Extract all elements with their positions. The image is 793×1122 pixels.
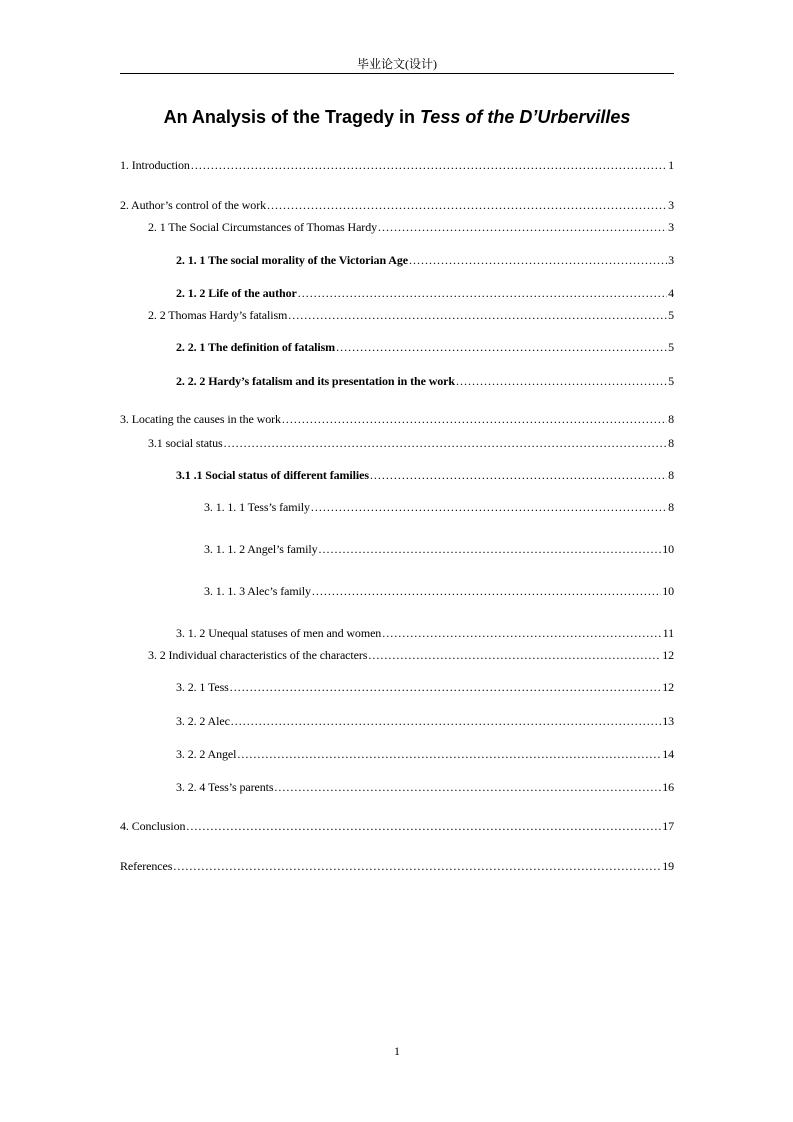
toc-leader bbox=[237, 746, 661, 762]
toc-page: 10 bbox=[662, 542, 674, 556]
toc-leader bbox=[409, 252, 667, 268]
toc-label: 3. 2. 4 Tess’s parents bbox=[176, 780, 274, 794]
toc-entry-angel-family[interactable] bbox=[204, 541, 674, 557]
toc-entry-fatalism-presentation[interactable] bbox=[176, 373, 674, 389]
toc-page: 12 bbox=[662, 680, 674, 694]
toc-entry-family-status[interactable] bbox=[176, 467, 674, 483]
toc-leader bbox=[312, 583, 661, 599]
toc-page: 10 bbox=[662, 584, 674, 598]
toc-label: 2. 1. 1 The social morality of the Victorian Age bbox=[176, 253, 408, 267]
toc-label: 2. 1. 2 Life of the author bbox=[176, 286, 297, 300]
toc-leader bbox=[224, 435, 667, 451]
toc-entry-conclusion[interactable] bbox=[120, 818, 674, 834]
toc-leader bbox=[274, 779, 661, 795]
toc-label: 3. 2. 2 Angel bbox=[176, 747, 237, 761]
toc-label: 2. Author’s control of the work bbox=[120, 198, 266, 212]
toc-label: 3. 1. 1. 1 Tess’s family bbox=[204, 500, 310, 514]
toc-leader bbox=[456, 373, 667, 389]
toc-leader bbox=[382, 625, 661, 641]
toc-entry-alec-family[interactable] bbox=[204, 583, 674, 599]
title-main: An Analysis of the Tragedy in bbox=[163, 107, 420, 127]
toc-entry-tess-parents[interactable] bbox=[176, 779, 674, 795]
toc-leader bbox=[231, 713, 661, 729]
toc-leader bbox=[186, 818, 661, 834]
toc-leader bbox=[336, 339, 667, 355]
toc-page: 3 bbox=[668, 253, 674, 267]
toc-label: 3. 1. 1. 2 Angel’s family bbox=[204, 542, 318, 556]
toc-label: References bbox=[120, 859, 173, 873]
toc-leader bbox=[298, 285, 667, 301]
toc-entry-alec[interactable] bbox=[176, 713, 674, 729]
toc-entry-tess-family[interactable] bbox=[204, 499, 674, 515]
toc-leader bbox=[368, 647, 661, 663]
toc-page: 3 bbox=[668, 198, 674, 212]
toc-leader bbox=[191, 157, 667, 173]
toc-entry-locating-causes[interactable] bbox=[120, 411, 674, 427]
toc-entry-definition-fatalism[interactable] bbox=[176, 339, 674, 355]
toc-label: 3.1 social status bbox=[148, 436, 223, 450]
toc-page: 16 bbox=[662, 780, 674, 794]
toc-label: 2. 1 The Social Circumstances of Thomas Hardy bbox=[148, 220, 378, 234]
toc-page: 8 bbox=[668, 436, 674, 450]
toc-leader bbox=[378, 219, 667, 235]
running-header: 毕业论文(设计) bbox=[357, 57, 437, 71]
toc-label: 2. 2. 2 Hardy’s fatalism and its presentation in the work bbox=[176, 374, 455, 388]
toc-page: 3 bbox=[668, 220, 674, 234]
toc-label: 3. 2 Individual characteristics of the characters bbox=[148, 648, 368, 662]
toc-entry-victorian-morality[interactable] bbox=[176, 252, 674, 268]
toc-leader bbox=[267, 197, 667, 213]
toc-page: 8 bbox=[668, 468, 674, 482]
toc-entry-angel[interactable] bbox=[176, 746, 674, 762]
toc-entry-introduction[interactable] bbox=[120, 157, 674, 173]
toc-label: 1. Introduction bbox=[120, 158, 190, 172]
toc-label: 3. Locating the causes in the work bbox=[120, 412, 281, 426]
toc-page: 14 bbox=[662, 747, 674, 761]
toc-entry-life-of-author[interactable] bbox=[176, 285, 674, 301]
toc-page: 8 bbox=[668, 500, 674, 514]
toc-leader bbox=[370, 467, 667, 483]
toc-page: 1 bbox=[668, 158, 674, 172]
toc-label: 3. 1. 2 Unequal statuses of men and women bbox=[176, 626, 382, 640]
toc-entry-social-status[interactable] bbox=[148, 435, 674, 451]
toc-page: 5 bbox=[668, 340, 674, 354]
toc-page: 19 bbox=[662, 859, 674, 873]
toc-page: 11 bbox=[662, 626, 674, 640]
toc-page: 13 bbox=[662, 714, 674, 728]
toc-label: 3. 1. 1. 3 Alec’s family bbox=[204, 584, 311, 598]
toc-entry-social-circumstances[interactable] bbox=[148, 219, 674, 235]
toc-page: 17 bbox=[662, 819, 674, 833]
toc-leader bbox=[319, 541, 662, 557]
toc-entry-hardys-fatalism[interactable] bbox=[148, 307, 674, 323]
toc-label: 3.1 .1 Social status of different families bbox=[176, 468, 369, 482]
toc-entry-unequal-statuses[interactable] bbox=[176, 625, 674, 641]
document-title bbox=[60, 104, 734, 130]
toc-entry-individual-characteristics[interactable] bbox=[148, 647, 674, 663]
toc-entry-tess[interactable] bbox=[176, 679, 674, 695]
toc-page: 12 bbox=[662, 648, 674, 662]
toc-entry-authors-control[interactable] bbox=[120, 197, 674, 213]
toc-leader bbox=[288, 307, 667, 323]
toc-page: 5 bbox=[668, 374, 674, 388]
toc-page: 8 bbox=[668, 412, 674, 426]
title-book-name: Tess of the D’Urbervilles bbox=[419, 107, 631, 127]
page-number: 1 bbox=[394, 1044, 400, 1058]
toc-leader bbox=[311, 499, 667, 515]
toc-label: 3. 2. 2 Alec bbox=[176, 714, 230, 728]
toc-leader bbox=[230, 679, 661, 695]
toc-page: 5 bbox=[668, 308, 674, 322]
toc-label: 4. Conclusion bbox=[120, 819, 186, 833]
toc-leader bbox=[282, 411, 667, 427]
toc-label: 2. 2. 1 The definition of fatalism bbox=[176, 340, 336, 354]
toc-label: 3. 2. 1 Tess bbox=[176, 680, 229, 694]
toc-leader bbox=[173, 858, 661, 874]
toc-entry-references[interactable] bbox=[120, 858, 674, 874]
header-rule bbox=[120, 73, 674, 74]
toc-page: 4 bbox=[668, 286, 674, 300]
toc-label: 2. 2 Thomas Hardy’s fatalism bbox=[148, 308, 288, 322]
